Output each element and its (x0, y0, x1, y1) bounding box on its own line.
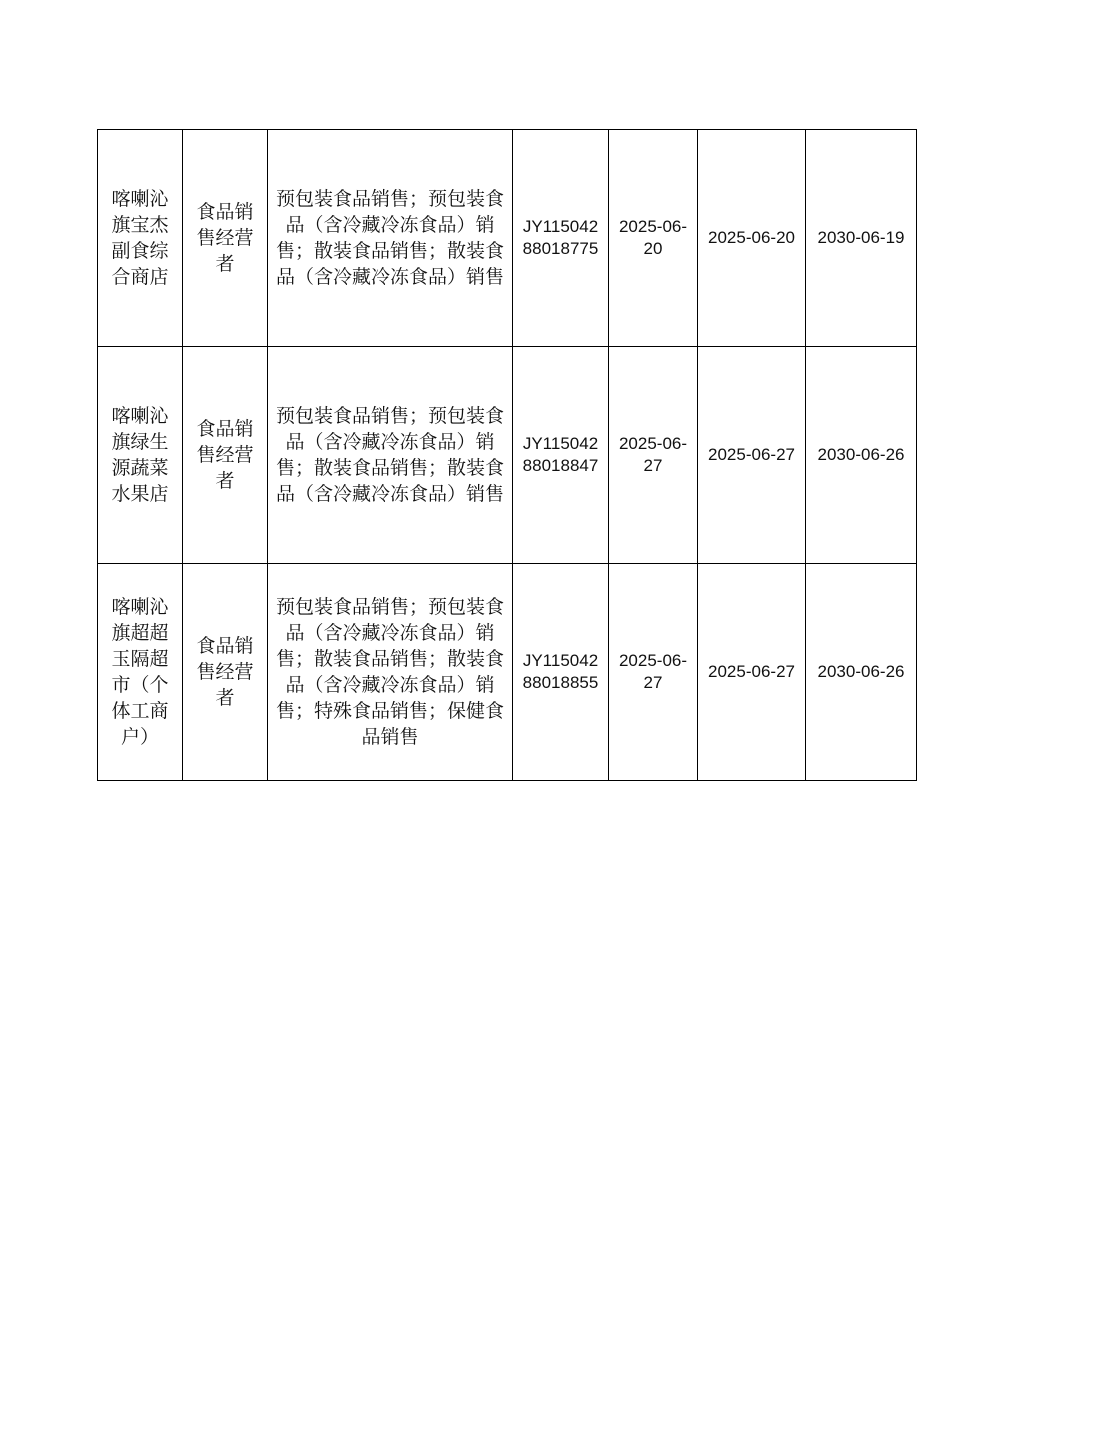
business-scope-cell (268, 347, 513, 564)
operator-type-cell (183, 564, 268, 781)
license-number-cell (513, 130, 609, 347)
valid-to-cell (806, 564, 917, 781)
license-number: JY11504288018855 (522, 651, 599, 692)
business-scope-cell (268, 130, 513, 347)
license-number: JY11504288018775 (522, 217, 599, 258)
license-number: JY11504288018847 (522, 434, 599, 475)
valid-from-cell (698, 130, 806, 347)
business-name: 喀喇沁旗超超玉隔超市（个体工商户） (111, 596, 169, 748)
business-scope: 预包装食品销售；预包装食品（含冷藏冷冻食品）销售；散装食品销售；散装食品（含冷藏冷冻食品）销售 (275, 188, 504, 288)
valid-from: 2025-06-27 (708, 445, 795, 464)
valid-from: 2025-06-27 (708, 662, 795, 681)
business-scope: 预包装食品销售；预包装食品（含冷藏冷冻食品）销售；散装食品销售；散装食品（含冷藏冷冻食品）销售 (275, 405, 504, 505)
operator-type: 食品销售经营者 (196, 418, 254, 492)
license-number-cell (513, 347, 609, 564)
business-name: 喀喇沁旗绿生源蔬菜水果店 (111, 405, 169, 505)
issue-date-cell (609, 130, 698, 347)
valid-to-cell (806, 130, 917, 347)
business-name-cell (98, 564, 183, 781)
table-row (98, 347, 917, 564)
business-name: 喀喇沁旗宝杰副食综合商店 (111, 188, 169, 288)
valid-from-cell (698, 347, 806, 564)
valid-to: 2030-06-26 (817, 445, 905, 464)
table-row (98, 564, 917, 781)
business-name-cell (98, 130, 183, 347)
valid-from-cell (698, 564, 806, 781)
issue-date: 2025-06-27 (618, 651, 688, 692)
issue-date-cell (609, 347, 698, 564)
valid-from: 2025-06-20 (708, 228, 795, 247)
operator-type-cell (183, 130, 268, 347)
valid-to: 2030-06-19 (817, 228, 905, 247)
business-name-cell (98, 347, 183, 564)
issue-date: 2025-06-20 (618, 217, 688, 258)
license-number-cell (513, 564, 609, 781)
license-table (97, 129, 917, 781)
valid-to: 2030-06-26 (817, 662, 905, 681)
operator-type: 食品销售经营者 (196, 635, 254, 709)
issue-date-cell (609, 564, 698, 781)
operator-type: 食品销售经营者 (196, 201, 254, 275)
business-scope: 预包装食品销售；预包装食品（含冷藏冷冻食品）销售；散装食品销售；散装食品（含冷藏冷冻食品）销售；特殊食品销售；保健食品销售 (275, 596, 504, 748)
business-scope-cell (268, 564, 513, 781)
issue-date: 2025-06-27 (618, 434, 688, 475)
operator-type-cell (183, 347, 268, 564)
table-row (98, 130, 917, 347)
valid-to-cell (806, 347, 917, 564)
